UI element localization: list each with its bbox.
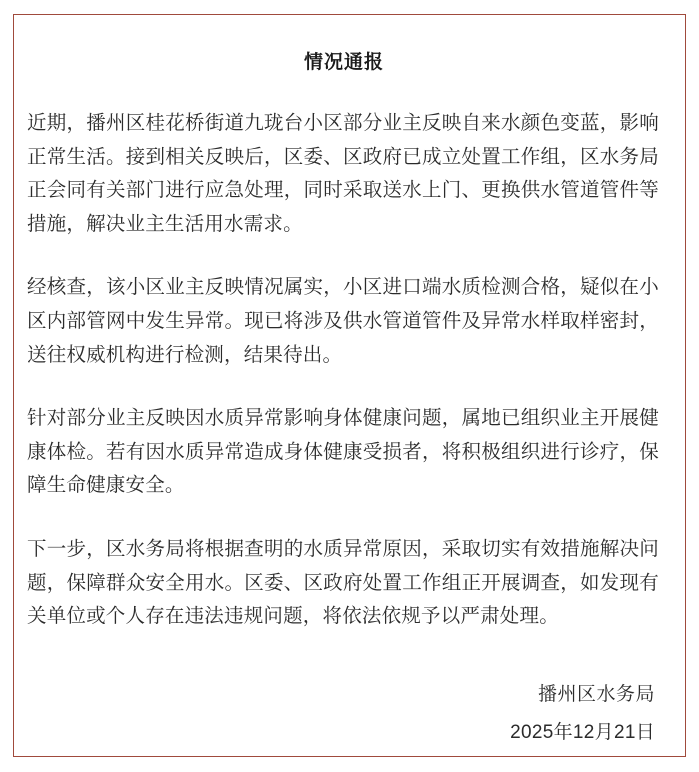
page-title: 情况通报 xyxy=(303,52,384,73)
notice-content xyxy=(14,15,685,756)
paragraph-3: 针对部分业主反映因水质异常影响身体健康问题，属地已组织业主开展健康体检。若有因水质异常造成身体健康受损者，将积极组织进行诊疗，保障生命健康安全。 xyxy=(27,407,659,497)
paragraph-2: 经核查，该小区业主反映情况属实，小区进口端水质检测合格，疑似在小区内部管网中发生异常。现已将涉及供水管道管件及异常水样取样密封，送往权威机构进行检测，结果待出。 xyxy=(27,276,659,366)
paragraph-1: 近期，播州区桂花桥街道九珑台小区部分业主反映自来水颜色变蓝，影响正常生活。接到相关反映后，区委、区政府已成立处置工作组，区水务局正会同有关部门进行应急处理，同时采取送水上门、更换供水管道管件等措施，解决业主生活用水需求。 xyxy=(27,112,659,235)
document-body xyxy=(27,107,661,634)
issue-date: 2025年12月21日 xyxy=(510,721,655,743)
notice-card xyxy=(13,14,686,757)
issuing-authority: 播州区水务局 xyxy=(537,683,655,705)
signature-block xyxy=(27,676,661,752)
paragraph-4: 下一步，区水务局将根据查明的水质异常原因，采取切实有效措施解决问题，保障群众安全用水。区委、区政府处置工作组正开展调查，如发现有关单位或个人存在违法违规问题，将依法依规予以严肃处理。 xyxy=(27,537,659,628)
